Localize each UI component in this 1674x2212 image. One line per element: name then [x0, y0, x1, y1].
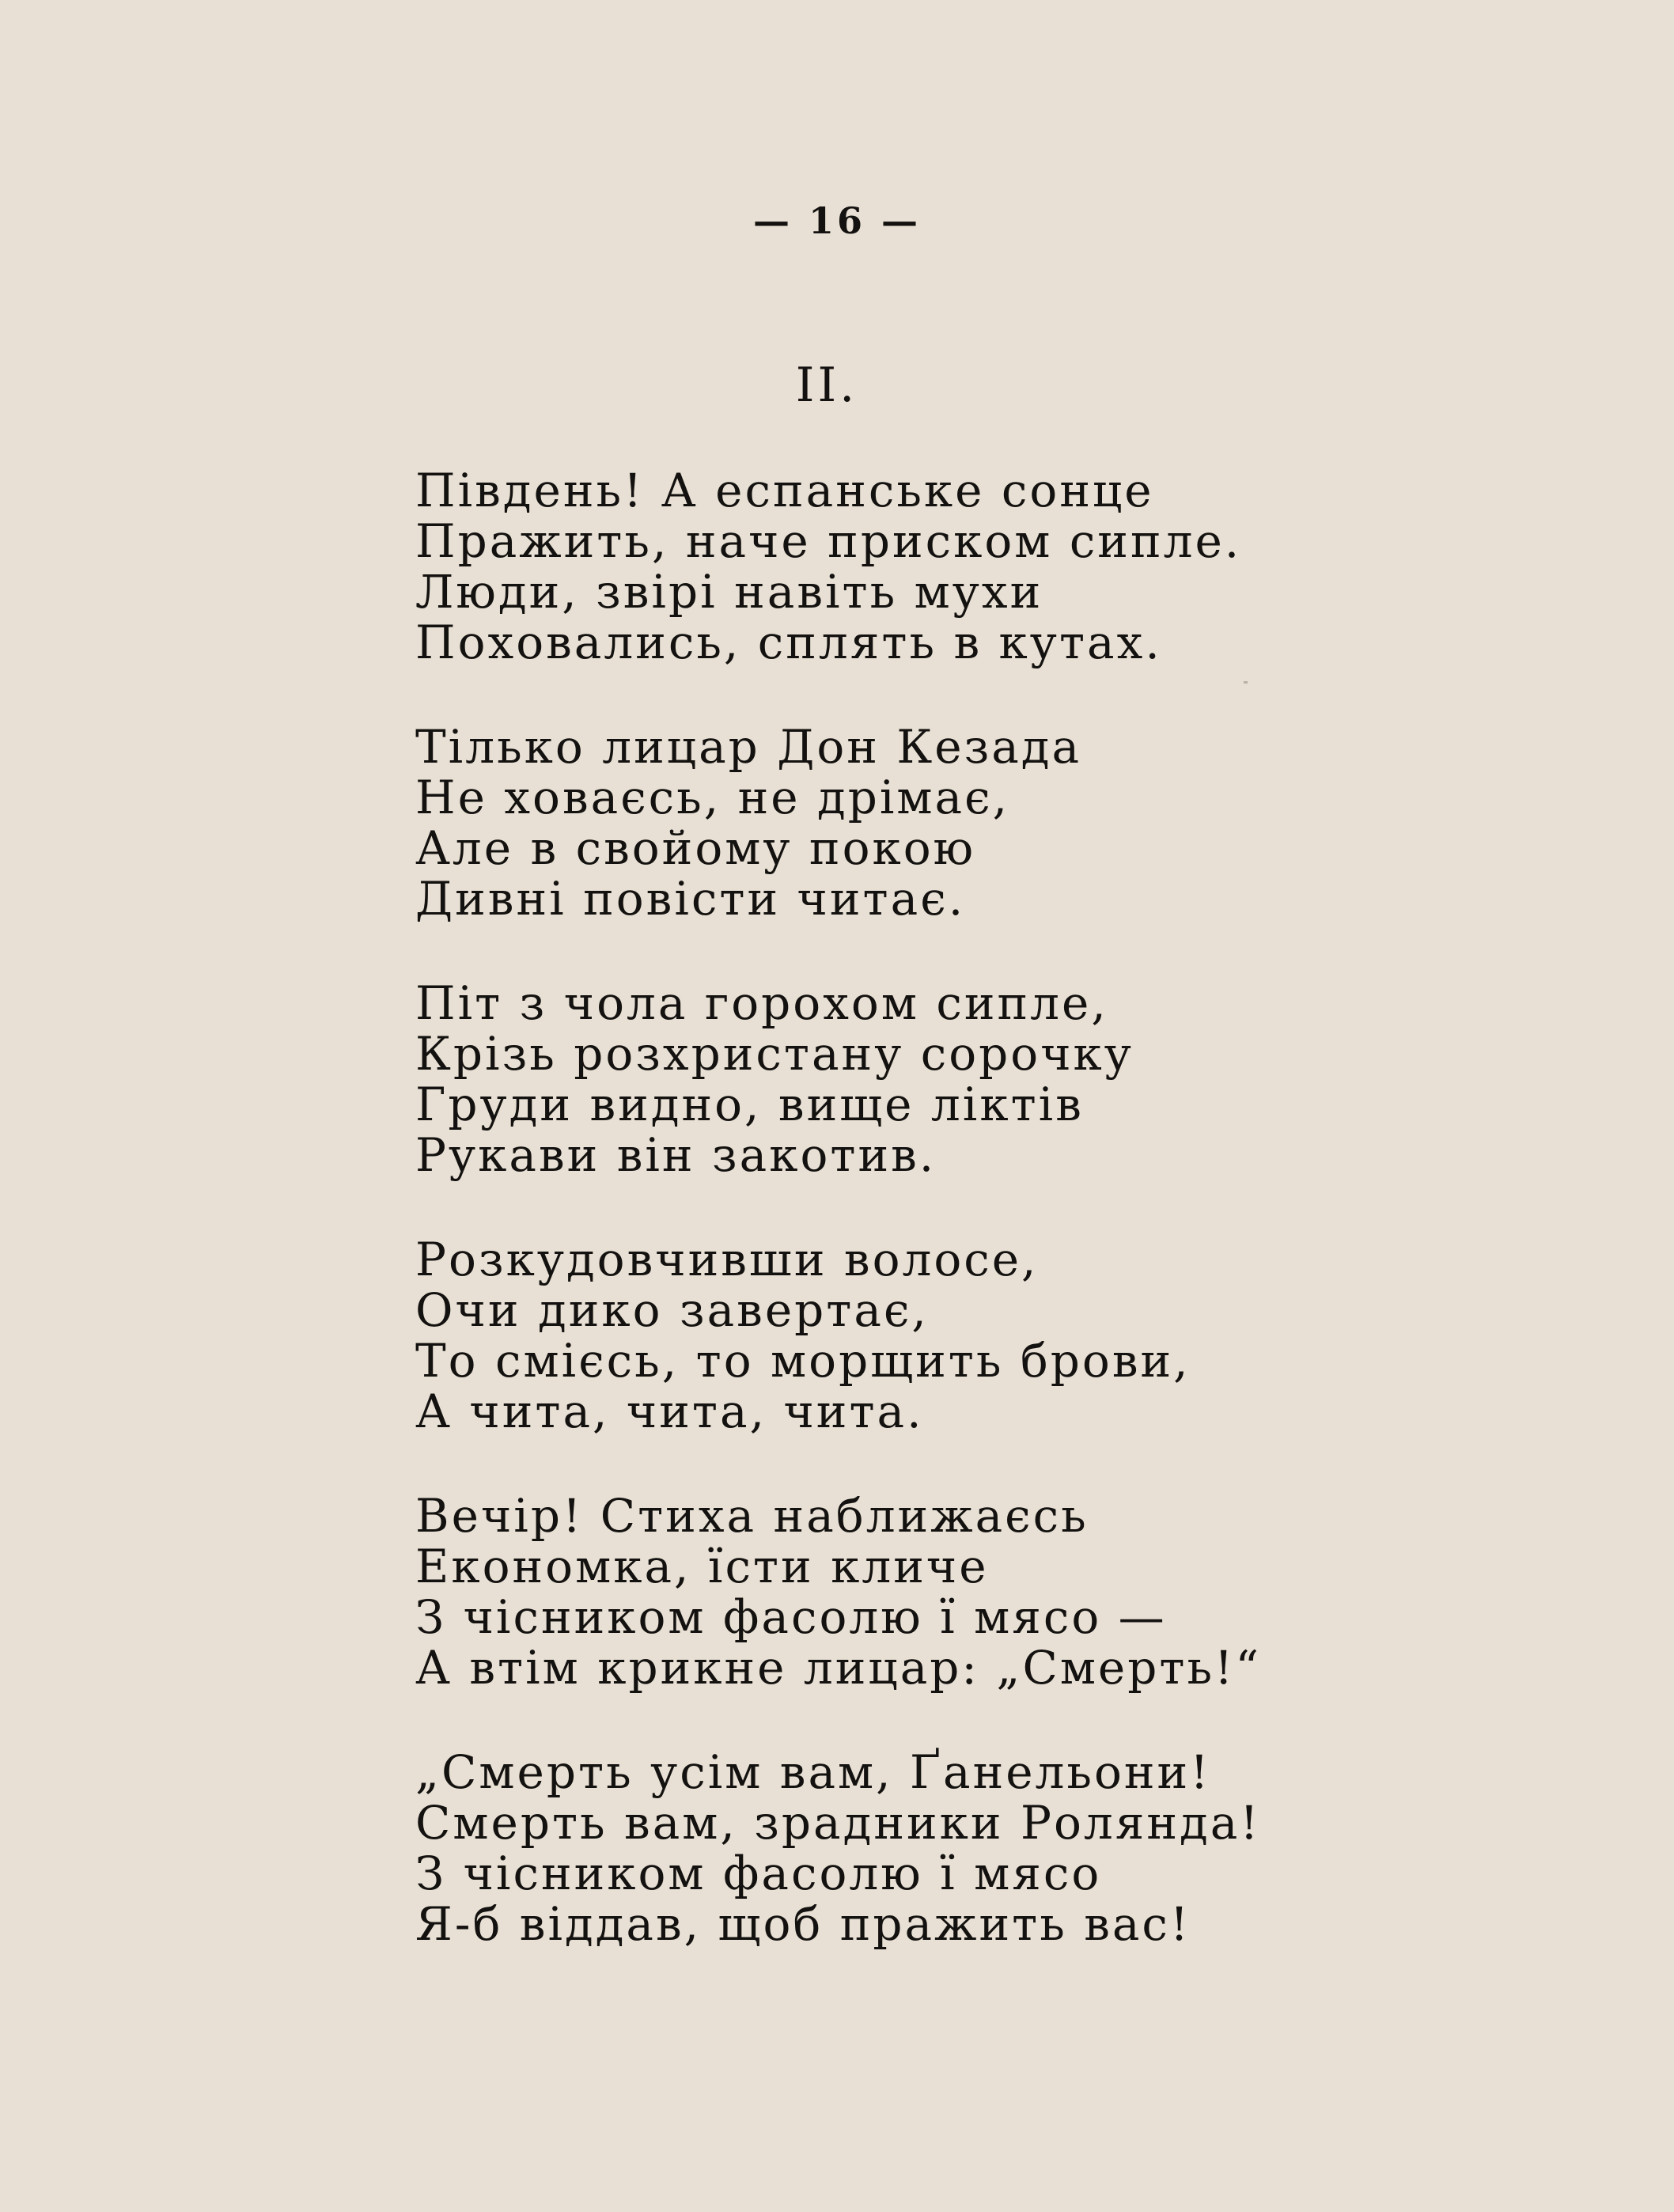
poem-line: То смієсь, то морщить брови, — [415, 1334, 1191, 1388]
poem-line: Економка, їсти кличе — [415, 1540, 989, 1593]
stanza-2 — [415, 722, 1081, 924]
poem-line: Піт з чола горохом сипле, — [415, 976, 1108, 1030]
poem-line: Смерть вам, зрадники Роляндa! — [415, 1796, 1261, 1850]
poem-line: Розкудовчивши волосе, — [415, 1233, 1039, 1286]
stanza-6 — [415, 1747, 1261, 1949]
poem-line: Люди, звірі навіть мухи — [415, 565, 1043, 619]
poem-line: Очи дико завертає, — [415, 1283, 929, 1337]
poem-line: Рукави він закотив. — [415, 1128, 937, 1182]
stanza-4 — [415, 1234, 1191, 1437]
poem-line: А втім крикне лицар: „Смерть!“ — [415, 1641, 1262, 1695]
poem-line: Я-б віддав, щоб пражить вас! — [415, 1897, 1191, 1951]
poem-line: „Смерть усім вам, Ґанельони! — [415, 1745, 1211, 1799]
poem-line: Груди видно, вище ліктів — [415, 1078, 1084, 1131]
poem-line: Пражить, наче приском сипле. — [415, 514, 1242, 568]
stanza-5 — [415, 1490, 1261, 1693]
stanza-3 — [415, 978, 1134, 1180]
print-speck — [1244, 681, 1248, 684]
poem-line: З чісником фасолю ї мясо — [415, 1846, 1102, 1900]
poem-line: Вечір! Стиха наближаєсь — [415, 1489, 1089, 1543]
poem-line: З чісником фасолю ї мясо — — [415, 1590, 1167, 1644]
poem-line: Поховались, сплять в кутах. — [415, 615, 1162, 669]
section-title: II. — [795, 358, 858, 413]
poem-line: Тілько лицар Дон Кезада — [415, 720, 1082, 774]
poem-line: Дивні повісти читає. — [415, 872, 966, 926]
page-number: — 16 — — [752, 199, 922, 242]
poem-line: Але в свойому покою — [415, 821, 976, 875]
poem-line: Крізь розхристану сорочку — [415, 1027, 1134, 1081]
stanza-1 — [415, 465, 1241, 668]
poem-line: А чита, чита, чита. — [415, 1384, 924, 1438]
poem-line: Не ховаєсь, не дрімає, — [415, 771, 1010, 824]
poem-line: Південь! А еспанське сонце — [415, 464, 1154, 517]
